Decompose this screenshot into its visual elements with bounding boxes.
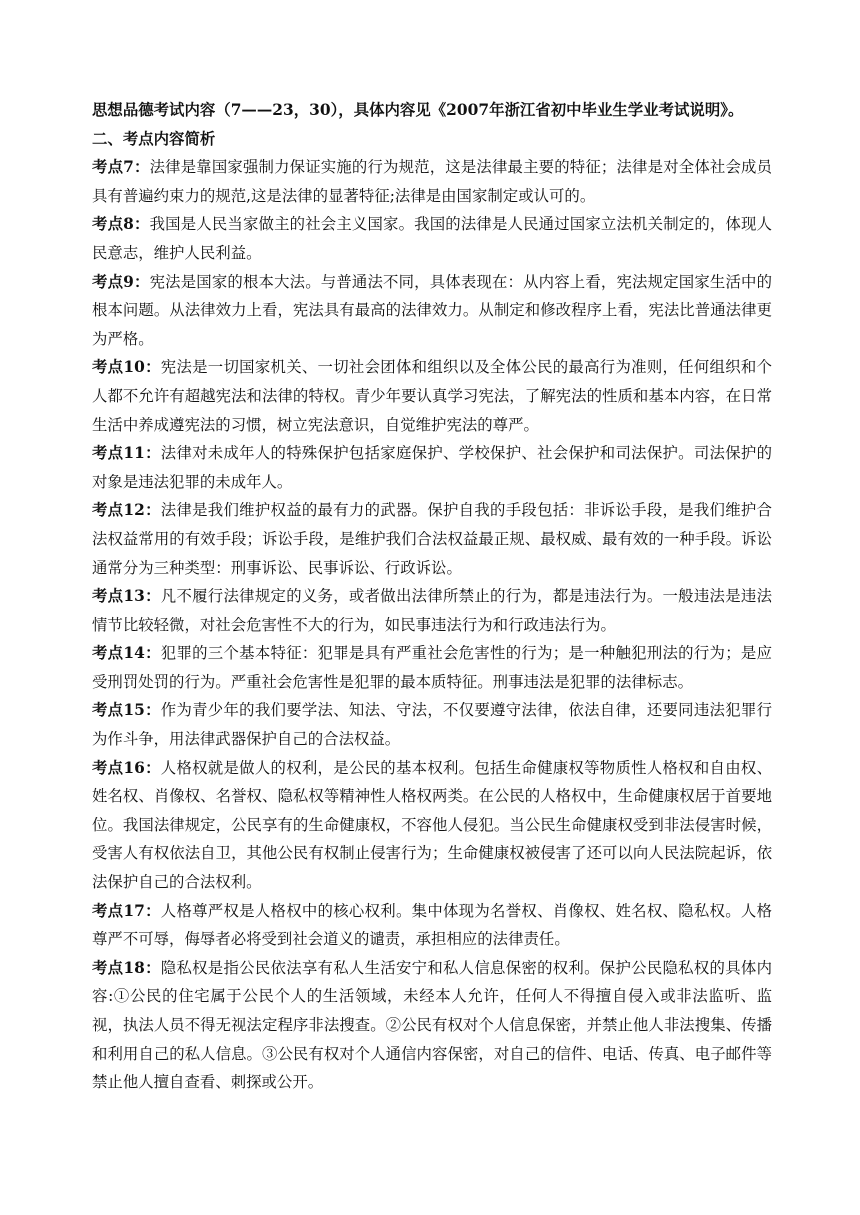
point-label: 考点9：: [92, 272, 150, 291]
point-text: 人格尊严权是人格权中的核心权利。集中体现为名誉权、肖像权、姓名权、隐私权。人格尊严不可辱，侮辱者必将受到社会道义的谴责，承担相应的法律责任。: [92, 901, 772, 949]
document-page: [92, 96, 772, 1097]
point-14: [92, 639, 772, 696]
point-text: 宪法是国家的根本大法。与普通法不同，具体表现在：从内容上看，宪法规定国家生活中的根本问题。从法律效力上看，宪法具有最高的法律效力。从制定和修改程序上看，宪法比普通法律更为严格。: [92, 272, 772, 348]
point-16: [92, 754, 772, 897]
point-label: 考点12：: [92, 501, 161, 520]
point-13: [92, 582, 772, 639]
point-8: [92, 210, 772, 267]
point-label: 考点14：: [92, 644, 161, 663]
point-text: 人格权就是做人的权利，是公民的基本权利。包括生命健康权等物质性人格权和自由权、姓名权、肖像权、名誉权、隐私权等精神性人格权两类。在公民的人格权中，生命健康权居于首要地位。我国法律规定，公民享有的生命健康权，不容他人侵犯。当公民生命健康权受到非法侵害时候，受害人有权依法自卫，其他公民有权制止侵害行为；生命健康权被侵害了还可以向人民法院起诉，依法保护自己的合法权利。: [92, 758, 772, 892]
point-text: 凡不履行法律规定的义务，或者做出法律所禁止的行为，都是违法行为。一般违法是违法情节比较轻微，对社会危害性不大的行为，如民事违法行为和行政违法行为。: [92, 587, 772, 634]
point-label: 考点13：: [92, 587, 161, 606]
point-label: 考点16：: [92, 758, 161, 777]
point-12: [92, 496, 772, 582]
point-label: 考点7：: [92, 158, 150, 177]
point-11: [92, 439, 772, 496]
point-18: [92, 954, 772, 1097]
point-text: 法律对未成年人的特殊保护包括家庭保护、学校保护、社会保护和司法保护。司法保护的对象是违法犯罪的未成年人。: [92, 444, 772, 491]
point-label: 考点15：: [92, 701, 161, 720]
point-7: [92, 153, 772, 210]
point-text: 宪法是一切国家机关、一切社会团体和组织以及全体公民的最高行为准则，任何组织和个人都不允许有超越宪法和法律的特权。青少年要认真学习宪法，了解宪法的性质和基本内容，在日常生活中养成遵宪法的习惯，树立宪法意识，自觉维护宪法的尊严。: [92, 358, 772, 434]
point-text: 犯罪的三个基本特征：犯罪是具有严重社会危害性的行为；是一种触犯刑法的行为；是应受刑罚处罚的行为。严重社会危害性是犯罪的最本质特征。刑事违法是犯罪的法律标志。: [92, 644, 772, 691]
point-text: 作为青少年的我们要学法、知法、守法，不仅要遵守法律，依法自律，还要同违法犯罪行为作斗争，用法律武器保护自己的合法权益。: [92, 701, 772, 749]
point-label: 考点11：: [92, 444, 161, 463]
point-label: 考点17：: [92, 901, 161, 920]
point-text: 法律是靠国家强制力保证实施的行为规范，这是法律最主要的特征；法律是对全体社会成员具有普遍约束力的规范,这是法律的显著特征;法律是由国家制定或认可的。: [92, 158, 772, 205]
point-label: 考点10：: [92, 358, 161, 377]
point-text: 法律是我们维护权益的最有力的武器。保护自我的手段包括：非诉讼手段，是我们维护合法权益常用的有效手段；诉讼手段，是维护我们合法权益最正规、最权威、最有效的一种手段。诉讼通常分为三种类型：刑事诉讼、民事诉讼、行政诉讼。: [92, 501, 772, 577]
point-label: 考点18：: [92, 958, 161, 977]
intro-paragraph: 思想品德考试内容（7——23，30），具体内容见《2007年浙江省初中毕业生学业考试说明》。: [92, 101, 744, 119]
point-text: 隐私权是指公民依法享有私人生活安宁和私人信息保密的权利。保护公民隐私权的具体内容:①公民的住宅属于公民个人的生活领域，未经本人允许，任何人不得擅自侵入或非法监听、监视，执法人员不得无视法定程序非法搜查。②公民有权对个人信息保密，并禁止他人非法搜集、传播和利用自己的私人信息。③公民有权对个人通信内容保密，对自己的信件、电话、传真、电子邮件等禁止他人擅自查看、刺探或公开。: [92, 958, 772, 1092]
point-17: [92, 897, 772, 954]
section-title: 二、考点内容简析: [92, 129, 216, 148]
point-9: [92, 268, 772, 354]
point-text: 我国是人民当家做主的社会主义国家。我国的法律是人民通过国家立法机关制定的，体现人民意志，维护人民利益。: [92, 215, 772, 262]
point-10: [92, 353, 772, 439]
point-15: [92, 696, 772, 753]
point-label: 考点8：: [92, 215, 150, 234]
